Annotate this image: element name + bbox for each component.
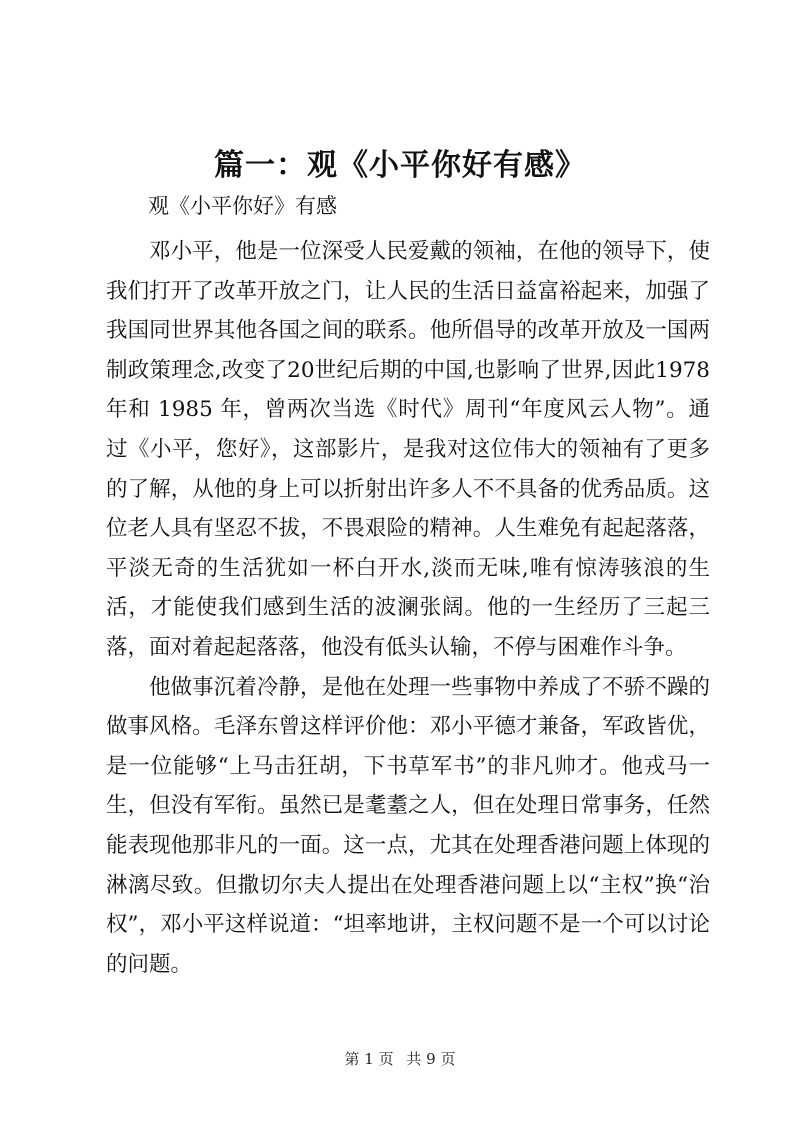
total-pages: 共 9 页 [406,1050,456,1068]
document-body [106,232,710,984]
page-number: 第 1 页 [344,1050,394,1068]
document-title: 篇一：观《小平你好有感》 [214,148,586,183]
paragraph: 他做事沉着冷静，是他在处理一些事物中养成了不骄不躁的做事风格。毛泽东曾这样评价他：邓小平德才兼备，军政皆优，是一位能够“上马击狂胡，下书草军书”的非凡帅才。他戎马一生，但没有军衔。虽然已是耄耋之人，但在处理日常事务，任然能表现他那非凡的一面。这一点，尤其在处理香港问题上体现的淋漓尽致。但撒切尔夫人提出在处理香港问题上以“主权”换“治权”，邓小平这样说道：“坦率地讲，主权问题不是一个可以讨论的问题。 [106,674,710,977]
page-footer [0,1048,800,1069]
paragraph: 邓小平，他是一位深受人民爱戴的领袖，在他的领导下，使我们打开了改革开放之门，让人民的生活日益富裕起来，加强了我国同世界其他各国之间的联系。他所倡导的改革开放及一国两制政策理念,改变了20世纪后期的中国,也影响了世界,因此1978年和 1985 年，曾两次当选《时代》周刊“年度风云人物”。通过《小平，您好》，这部影片，是我对这位伟大的领袖有了更多的了解，从他的身上可以折射出许多人不不具备的优秀品质。这位老人具有坚忍不拔，不畏艰险的精神。人生难免有起起落落，平淡无奇的生活犹如一杯白开水,淡而无味,唯有惊涛骇浪的生活，才能使我们感到生活的波澜张阔。他的一生经历了三起三落，面对着起起落落，他没有低头认输，不停与困难作斗争。 [106,239,710,660]
document-subtitle: 观《小平你好》有感 [148,194,337,218]
